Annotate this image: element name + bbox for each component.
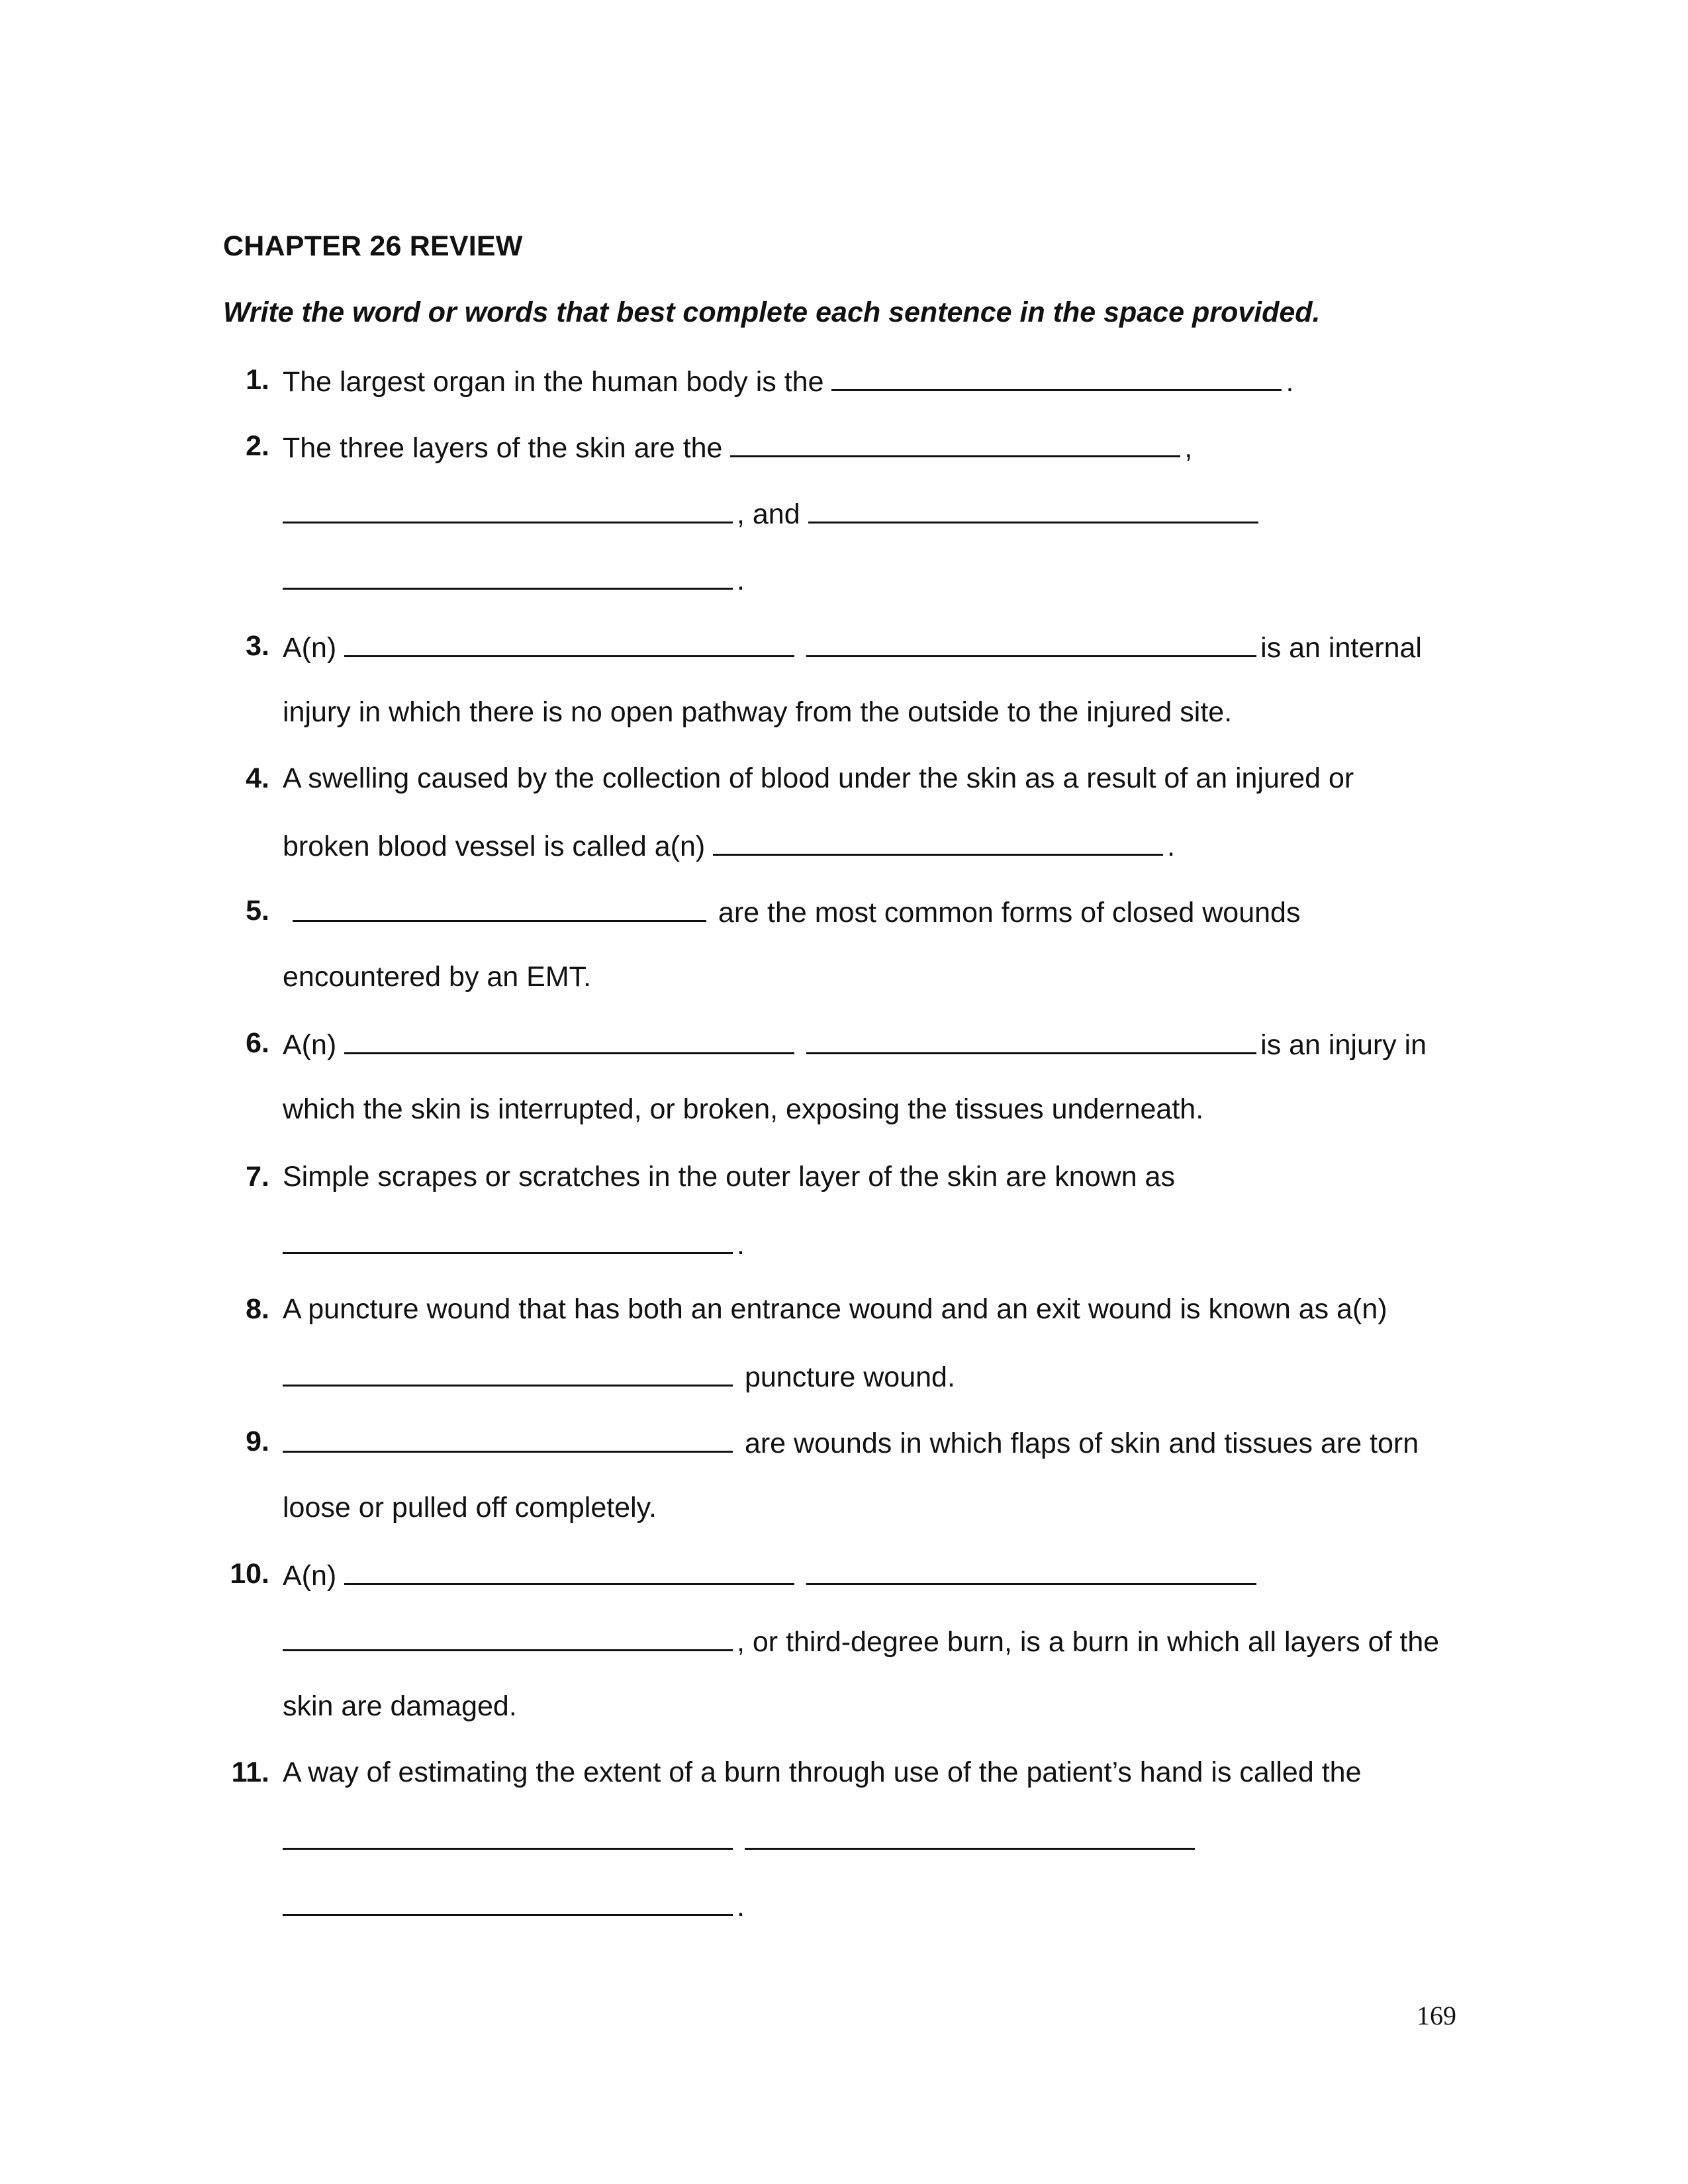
question-text: are wounds in which flaps of skin and tissues are torn — [744, 1428, 1419, 1459]
answer-blank[interactable] — [293, 893, 706, 922]
answer-blank[interactable] — [283, 495, 733, 523]
question-text: A(n) — [283, 632, 337, 664]
answer-blank[interactable] — [283, 1821, 733, 1850]
question-text: loose or pulled off completely. — [283, 1492, 657, 1524]
question-number: 1. — [246, 364, 269, 396]
question-2-line-2 — [283, 495, 1262, 531]
punctuation: , — [1184, 432, 1193, 464]
question-text: puncture wound. — [744, 1361, 955, 1393]
question-number: 10. — [230, 1558, 269, 1590]
answer-blank[interactable] — [283, 1226, 733, 1254]
question-text: , or third-degree burn, is a burn in which all layers of the — [737, 1626, 1440, 1658]
punctuation: . — [737, 565, 745, 596]
punctuation: . — [737, 1891, 745, 1923]
punctuation: . — [1286, 366, 1294, 398]
question-text: A way of estimating the extent of a burn through use of the patient’s hand is called the — [283, 1756, 1362, 1788]
answer-blank[interactable] — [806, 1026, 1256, 1054]
punctuation: . — [1167, 831, 1176, 862]
question-9-line-2 — [283, 1490, 657, 1525]
answer-blank[interactable] — [344, 629, 794, 657]
answer-blank[interactable] — [745, 1821, 1195, 1850]
question-text: is an injury in — [1260, 1029, 1427, 1061]
question-text: A(n) — [283, 1029, 337, 1061]
question-text: is an internal — [1260, 632, 1422, 664]
answer-blank[interactable] — [283, 1424, 733, 1453]
question-text: encountered by an EMT. — [283, 961, 592, 993]
question-number: 9. — [246, 1426, 269, 1457]
question-10-line-2 — [283, 1623, 1439, 1659]
answer-blank[interactable] — [730, 429, 1180, 457]
chapter-title: CHAPTER 26 REVIEW — [223, 230, 523, 262]
question-text: , and — [737, 498, 800, 530]
question-2-line-3 — [283, 561, 745, 598]
question-text: A puncture wound that has both an entrance wound and an exit wound is known as a(n) — [283, 1293, 1387, 1325]
question-number: 6. — [246, 1027, 269, 1059]
question-number: 4. — [246, 762, 269, 794]
answer-blank[interactable] — [806, 1557, 1256, 1585]
question-5-line-2 — [283, 960, 591, 994]
answer-blank[interactable] — [344, 1026, 794, 1054]
answer-blank[interactable] — [808, 495, 1258, 523]
answer-blank[interactable] — [806, 629, 1256, 657]
instructions: Write the word or words that best complete each sentence in the space provided. — [223, 296, 1321, 328]
question-text: The largest organ in the human body is the — [283, 366, 824, 398]
question-3-line-2 — [283, 695, 1232, 729]
question-number: 11. — [231, 1756, 269, 1788]
question-text: A(n) — [283, 1560, 337, 1592]
question-10-line-3 — [283, 1689, 517, 1723]
question-number: 2. — [246, 430, 269, 462]
question-number: 8. — [246, 1293, 269, 1325]
question-6-line-2 — [283, 1092, 1203, 1126]
question-number: 7. — [246, 1161, 269, 1193]
question-8-line-2 — [283, 1358, 955, 1394]
question-11-line-3 — [283, 1888, 745, 1924]
answer-blank[interactable] — [344, 1557, 794, 1585]
answer-blank[interactable] — [283, 1888, 733, 1916]
question-11-line-2 — [283, 1821, 1199, 1858]
answer-blank[interactable] — [283, 561, 733, 590]
question-text: which the skin is interrupted, or broken, exposing the tissues underneath. — [283, 1093, 1204, 1125]
answer-blank[interactable] — [831, 363, 1282, 391]
question-text: are the most common forms of closed wounds — [718, 897, 1301, 929]
question-text: injury in which there is no open pathway from the outside to the injured site. — [283, 696, 1233, 728]
question-number: 5. — [246, 895, 269, 927]
question-4-line-2 — [283, 827, 1175, 864]
question-text: A swelling caused by the collection of blood under the skin as a result of an injured or — [283, 762, 1354, 794]
answer-blank[interactable] — [283, 1358, 733, 1387]
question-text: Simple scrapes or scratches in the outer layer of the skin are known as — [283, 1161, 1175, 1193]
question-text: skin are damaged. — [283, 1690, 517, 1722]
punctuation: . — [737, 1229, 745, 1261]
answer-blank[interactable] — [283, 1623, 733, 1651]
question-text: The three layers of the skin are the — [283, 432, 723, 464]
question-text: broken blood vessel is called a(n) — [283, 831, 706, 862]
answer-blank[interactable] — [713, 827, 1163, 856]
page-number: 169 — [1417, 2001, 1456, 2030]
question-number: 3. — [246, 630, 269, 662]
question-7-line-2 — [283, 1226, 745, 1262]
